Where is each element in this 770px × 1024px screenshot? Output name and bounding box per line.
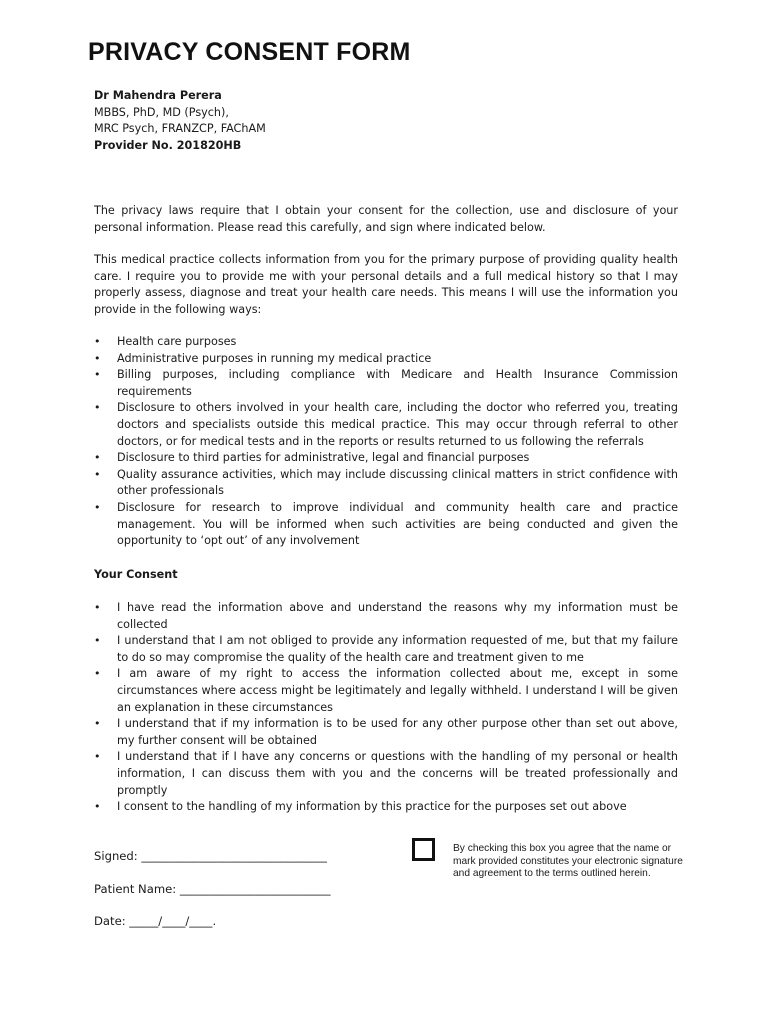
list-item-text: Billing purposes, including compliance with Medicare and Health Insurance Commission requirements bbox=[117, 368, 678, 398]
list-item bbox=[94, 500, 678, 550]
provider-qualifications-2: MRC Psych, FRANZCP, FAChAM bbox=[94, 122, 266, 136]
list-item bbox=[94, 633, 678, 666]
list-item-text: I consent to the handling of my information by this practice for the purposes set out above bbox=[117, 800, 627, 814]
bullet-icon: • bbox=[94, 351, 101, 365]
list-item-text: I understand that if I have any concerns or questions with the handling of my personal or health information, I can discuss them with you and the concerns will be treated professionally and promptly bbox=[117, 750, 678, 797]
list-item-text: Disclosure to others involved in your health care, including the doctor who referred you, treating doctors and specialists outside this medical practice. This may occur through referral to other doctors, or for medical tests and in the reports or results returned to us following the referrals bbox=[117, 401, 678, 448]
page-title: PRIVACY CONSENT FORM bbox=[88, 38, 411, 66]
bullet-icon: • bbox=[94, 667, 101, 681]
checkbox-note: By checking this box you agree that the name or mark provided constitutes your electronic signature and agreement to the terms outlined herein. bbox=[453, 843, 683, 880]
patient-name-field[interactable]: Patient Name: __________________________ bbox=[94, 882, 331, 896]
bullet-icon: • bbox=[94, 634, 101, 648]
list-item bbox=[94, 334, 678, 351]
list-item bbox=[94, 450, 678, 467]
consent-list bbox=[94, 600, 678, 816]
purpose-paragraph: This medical practice collects information from you for the primary purpose of providing quality health care. I require you to provide me with your personal details and a full medical history so that I may properly assess, diagnose and treat your health care needs. This means I will use the information you provide in the following ways: bbox=[94, 253, 678, 316]
list-item bbox=[94, 400, 678, 450]
list-item-text: Disclosure for research to improve individual and community health care and practice management. You will be informed when such activities are being conducted and given the opportunity to ‘opt out’ of any involvement bbox=[117, 500, 678, 548]
list-item-text: I am aware of my right to access the information collected about me, except in some circumstances where access might be legitimately and legally withheld. I understand I will be given an explanation in these circumstances bbox=[117, 667, 678, 714]
list-item bbox=[94, 467, 678, 500]
list-item bbox=[94, 600, 678, 633]
agreement-checkbox[interactable] bbox=[412, 838, 435, 861]
list-item bbox=[94, 367, 678, 400]
intro-paragraph: The privacy laws require that I obtain your consent for the collection, use and disclosure of your personal information. Please read this carefully, and sign where indicated below. bbox=[94, 204, 678, 234]
list-item bbox=[94, 716, 678, 749]
provider-qualifications-1: MBBS, PhD, MD (Psych), bbox=[94, 105, 229, 119]
bullet-icon: • bbox=[94, 467, 101, 481]
bullet-icon: • bbox=[94, 451, 101, 465]
list-item-text: Administrative purposes in running my medical practice bbox=[117, 351, 432, 365]
list-item bbox=[94, 351, 678, 368]
bullet-icon: • bbox=[94, 601, 101, 614]
uses-list bbox=[94, 334, 678, 550]
list-item bbox=[94, 749, 678, 799]
date-field[interactable]: Date: _____/____/____. bbox=[94, 914, 217, 928]
provider-number: Provider No. 201820HB bbox=[94, 138, 242, 152]
bullet-icon: • bbox=[94, 800, 101, 814]
provider-name: Dr Mahendra Perera bbox=[94, 89, 222, 102]
bullet-icon: • bbox=[94, 500, 101, 514]
consent-heading: Your Consent bbox=[94, 568, 178, 581]
list-item-text: I have read the information above and understand the reasons why my information must be collected bbox=[117, 601, 678, 631]
bullet-icon: • bbox=[94, 717, 101, 731]
list-item-text: Disclosure to third parties for administrative, legal and financial purposes bbox=[117, 451, 530, 465]
list-item-text: Health care purposes bbox=[117, 335, 237, 348]
list-item bbox=[94, 666, 678, 716]
bullet-icon: • bbox=[94, 368, 101, 382]
list-item bbox=[94, 799, 678, 816]
list-item-text: I understand that I am not obliged to provide any information requested of me, but that my failure to do so may compromise the quality of the health care and treatment given to me bbox=[117, 634, 678, 664]
bullet-icon: • bbox=[94, 401, 101, 415]
bullet-icon: • bbox=[94, 335, 101, 348]
provider-details bbox=[94, 88, 266, 154]
list-item-text: I understand that if my information is to be used for any other purpose other than set out above, my further consent will be obtained bbox=[117, 717, 678, 747]
signed-field[interactable]: Signed: ________________________________ bbox=[94, 849, 327, 863]
list-item-text: Quality assurance activities, which may include discussing clinical matters in strict confidence with other professionals bbox=[117, 467, 678, 498]
bullet-icon: • bbox=[94, 750, 101, 764]
